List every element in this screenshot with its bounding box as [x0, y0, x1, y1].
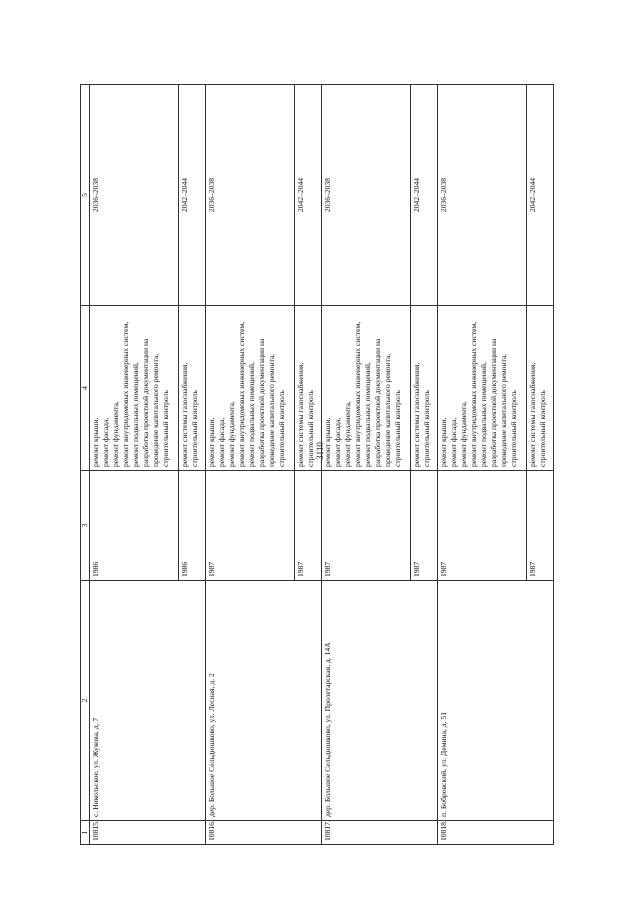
works-cell: ремонт системы газоснабжения, строительный контроль: [295, 306, 322, 471]
address-cell: дер. Большое Сельдюшково, ул. Пролетарская, д. 14А: [322, 581, 438, 821]
works-cell: ремонт крыши, ремонт фасада, ремонт фундамента, ремонт внутридомовых инженерных систем, ремонт подвальных помещений, разработка проектной документации на проведение капитального ремонта, строительный контроль: [90, 306, 179, 471]
column-header: 4: [81, 306, 90, 471]
period-cell: 2042–2044: [295, 85, 322, 306]
column-header: 5: [81, 85, 90, 306]
year-cell: 1986: [179, 471, 206, 581]
repair-schedule-table: [80, 84, 554, 845]
period-cell: 2042–2044: [179, 85, 206, 306]
table-body: [90, 85, 554, 845]
works-cell: ремонт системы газоснабжения, строительный контроль: [411, 306, 438, 471]
column-number-row: [81, 85, 90, 845]
period-cell: 2036–2038: [206, 85, 295, 306]
rotated-table-container: [80, 85, 600, 845]
period-cell: 2036–2038: [438, 85, 527, 306]
column-header: 2: [81, 581, 90, 821]
year-cell: 1987: [206, 471, 295, 581]
period-cell: 2036–2038: [90, 85, 179, 306]
year-cell: 1986: [90, 471, 179, 581]
works-cell: ремонт крыши, ремонт фасада, ремонт фундамента, ремонт внутридомовых инженерных систем, ремонт подвальных помещений, разработка проектной документации на проведение капитального ремонта, строительный контроль: [206, 306, 295, 471]
row-number: 10818.: [438, 821, 554, 845]
page-number: 3110: [315, 442, 325, 460]
column-header: 1: [81, 821, 90, 845]
row-number: 10816.: [206, 821, 322, 845]
table-row: [438, 85, 527, 845]
table-row: [322, 85, 411, 845]
row-number: 10815.: [90, 821, 206, 845]
address-cell: п. Бобровский, ул. Демина, д. 51: [438, 581, 554, 821]
table-row: [90, 85, 179, 845]
year-cell: 1987: [322, 471, 411, 581]
column-header: 3: [81, 471, 90, 581]
period-cell: 2042–2044: [411, 85, 438, 306]
year-cell: 1987: [411, 471, 438, 581]
address-cell: с. Никольское, ул. Жукова, д. 7: [90, 581, 206, 821]
works-cell: ремонт системы газоснабжения, строительный контроль: [527, 306, 554, 471]
works-cell: ремонт крыши, ремонт фасада, ремонт фундамента, ремонт внутридомовых инженерных систем, ремонт подвальных помещений, разработка проектной документации на проведение капитального ремонта, строительный контроль: [438, 306, 527, 471]
address-cell: дер. Большое Сельдюшково, ул. Лесная, д. 2: [206, 581, 322, 821]
works-cell: ремонт крыши, ремонт фасада, ремонт фундамента, ремонт внутридомовых инженерных систем, ремонт подвальных помещений, разработка проектной документации на проведение капитального ремонта, строительный контроль: [322, 306, 411, 471]
year-cell: 1987: [295, 471, 322, 581]
period-cell: 2036–2038: [322, 85, 411, 306]
year-cell: 1987: [527, 471, 554, 581]
table-row: [206, 85, 295, 845]
works-cell: ремонт системы газоснабжения, строительный контроль: [179, 306, 206, 471]
row-number: 10817.: [322, 821, 438, 845]
period-cell: 2042–2044: [527, 85, 554, 306]
year-cell: 1987: [438, 471, 527, 581]
